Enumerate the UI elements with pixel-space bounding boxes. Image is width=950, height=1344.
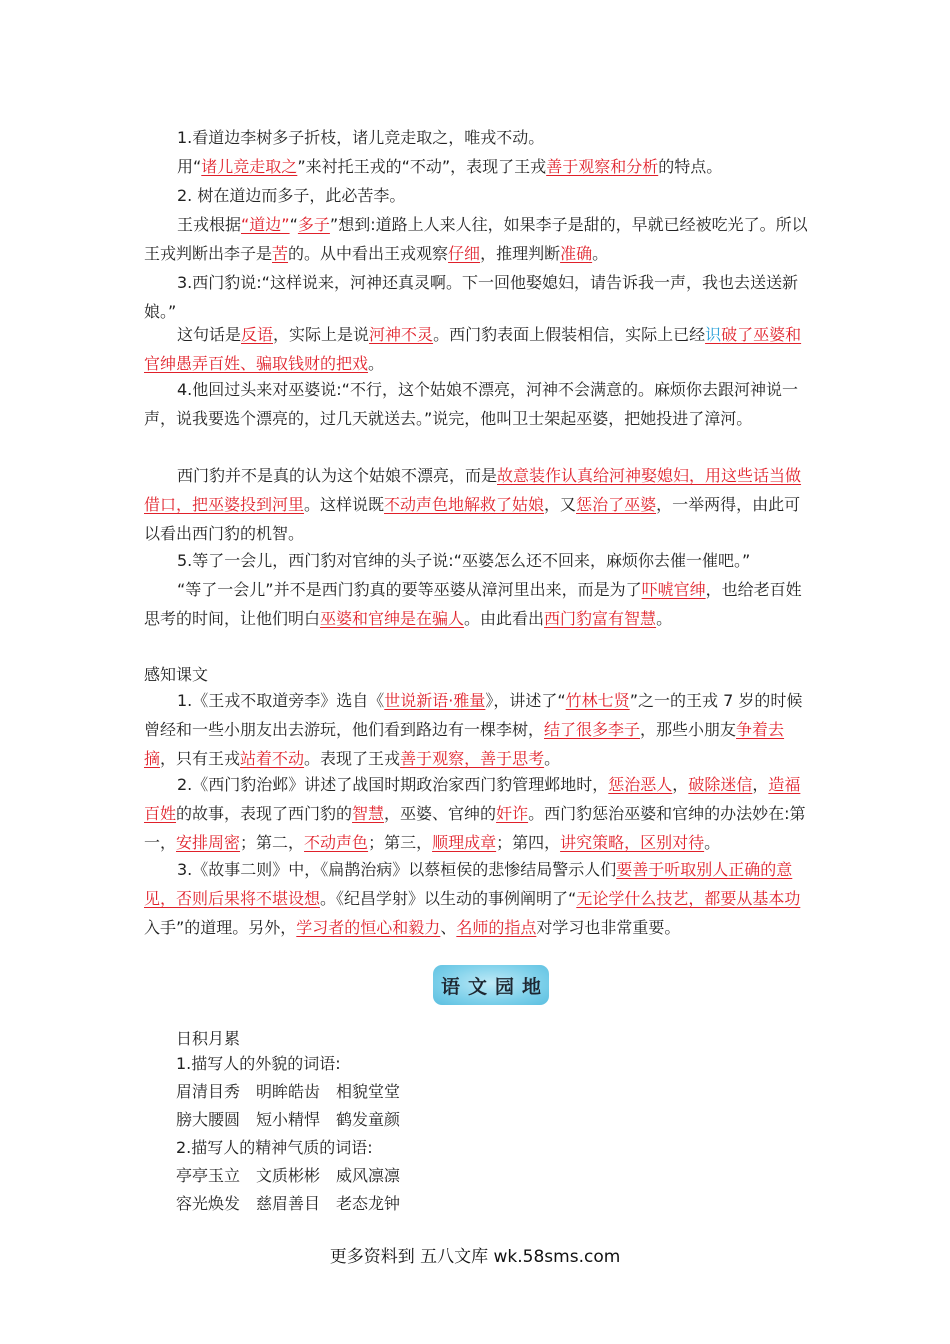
word: 老态龙钟 <box>336 1194 401 1213</box>
key-phrase: 顺理成章 <box>432 833 497 852</box>
perceive-paragraph-2: 2.《西门豹治邺》讲述了战国时期政治家西门豹管理邺地时，惩治恶人，破除迷信，造福百姓的故事，表现了西门豹的智慧，巫婆、官绅的奸诈。西门豹惩治巫婆和官绅的办法妙在:第一，安排周密；第二，不动声色；第三，顺理成章；第四，讲究策略，区别对待。 <box>144 775 806 852</box>
question-1: 1.看道边李树多子折枝，诸儿竞走取之，唯戎不动。 <box>177 128 545 147</box>
question-4: 4.他回过头来对巫婆说:“不行，这个姑娘不漂亮，河神不会满意的。麻烦你去跟河神说一声，说我要选个漂亮的，过几天就送去。”说完，他叫卫士架起巫婆，把她投进了漳河。 <box>144 380 798 428</box>
answer-3: 这句话是反语，实际上是说河神不灵。西门豹表面上假装相信，实际上已经识破了巫婆和官绅愚弄百姓、骗取钱财的把戏。 <box>144 325 802 373</box>
key-phrase: 准确 <box>560 244 593 263</box>
key-phrase: 竹林七贤 <box>565 691 630 710</box>
word: 容光焕发 <box>176 1194 241 1213</box>
word: 威风凛凛 <box>336 1166 401 1185</box>
key-phrase: 争着去摘 <box>144 720 785 768</box>
word-row <box>176 1105 416 1134</box>
key-phrase: 故意装作认真给河神娶媳妇，用这些话当做借口，把巫婆投到河里 <box>144 466 802 514</box>
key-phrase: 反语 <box>241 325 274 344</box>
perceive-paragraph-1: 1.《王戎不取道旁李》选自《世说新语·雅量》，讲述了“竹林七贤”之一的王戎 7 岁的时候曾经和一些小朋友出去游玩，他们看到路边有一棵李树，结了很多李子，那些小朋友争着去摘，只有王戎站着不动。表现了王戎善于观察，善于思考。 <box>144 691 803 768</box>
key-phrase: 结了很多李子 <box>544 720 641 739</box>
question-2: 2. 树在道边而多子，此必苦李。 <box>177 186 406 205</box>
key-phrase: 诸儿竞走取之 <box>201 157 298 176</box>
word: 明眸皓齿 <box>256 1082 321 1101</box>
key-phrase: 善于观察和分析 <box>546 157 659 176</box>
key-phrase: 识 <box>705 325 722 344</box>
key-phrase: 要善于听取别人正确的意见，否则后果将不堪设想 <box>144 860 793 908</box>
key-phrase: 惩治恶人 <box>608 775 673 794</box>
answer-5: “等了一会儿”并不是西门豹真的要等巫婆从漳河里出来，而是为了吓唬官绅，也给老百姓思考的时间，让他们明白巫婆和官绅是在骗人。由此看出西门豹富有智慧。 <box>144 580 802 628</box>
key-phrase: 世说新语·雅量 <box>384 691 486 710</box>
key-phrase: 吓唬官绅 <box>641 580 706 599</box>
garden-heading: 日积月累 <box>176 1029 241 1048</box>
key-phrase: 站着不动 <box>240 749 305 768</box>
word: 膀大腰圆 <box>176 1110 241 1129</box>
word-row <box>176 1189 416 1218</box>
key-phrase: 仔细 <box>448 244 481 263</box>
word: 亭亭玉立 <box>176 1166 241 1185</box>
perceive-paragraph-3: 3.《故事二则》中，《扁鹊治病》以蔡桓侯的悲惨结局警示人们要善于听取别人正确的意见，否则后果将不堪设想。《纪昌学射》以生动的事例阐明了“无论学什么技艺，都要从基本功入手”的道理。另外，学习者的恒心和毅力、名师的指点对学习也非常重要。 <box>144 860 801 937</box>
section-heading-perceive: 感知课文 <box>144 665 209 684</box>
answer-2: 王戎根据“道边”“多子”想到:道路上人来人往，如果李子是甜的，早就已经被吃光了。所以王戎判断出李子是苦的。从中看出王戎观察仔细，推理判断准确。 <box>144 215 808 263</box>
key-phrase: 不动声色 <box>304 833 369 852</box>
word-row <box>176 1161 416 1190</box>
key-phrase: 智慧 <box>352 804 385 823</box>
key-phrase: 讲究策略，区别对待 <box>560 833 705 852</box>
key-phrase: 无论学什么技艺，都要从基本功 <box>576 889 801 908</box>
key-phrase: 学习者的恒心和毅力 <box>296 918 441 937</box>
word-row <box>176 1077 416 1106</box>
banner-title: 语文园地 <box>441 975 550 998</box>
word: 慈眉善目 <box>256 1194 321 1213</box>
key-phrase: 安排周密 <box>176 833 241 852</box>
question-5: 5.等了一会儿，西门豹对官绅的头子说:“巫婆怎么还不回来，麻烦你去催一催吧。” <box>177 551 751 570</box>
key-phrase: 不动声色地解救了姑娘 <box>384 495 545 514</box>
key-phrase: 苦 <box>272 244 289 263</box>
key-phrase: 河神不灵 <box>369 325 434 344</box>
key-phrase: 名师的指点 <box>456 918 537 937</box>
word: 眉清目秀 <box>176 1082 241 1101</box>
key-phrase: “道边” <box>241 215 290 234</box>
question-3: 3.西门豹说:“这样说来，河神还真灵啊。下一回他娶媳妇，请告诉我一声，我也去送送新娘。” <box>144 273 798 321</box>
key-phrase: 西门豹富有智慧 <box>544 609 657 628</box>
word: 鹤发童颜 <box>336 1110 401 1129</box>
key-phrase: 奸诈 <box>496 804 529 823</box>
section-banner <box>433 965 549 1005</box>
key-phrase: 巫婆和官绅是在骗人 <box>320 609 465 628</box>
word-group-title-2: 2.描写人的精神气质的词语: <box>176 1138 373 1157</box>
answer-4: 西门豹并不是真的认为这个姑娘不漂亮，而是故意装作认真给河神娶媳妇，用这些话当做借口，把巫婆投到河里。这样说既不动声色地解救了姑娘，又惩治了巫婆，一举两得，由此可以看出西门豹的机智。 <box>144 466 802 543</box>
word-group-title-1: 1.描写人的外貌的词语: <box>176 1054 341 1073</box>
key-phrase: 善于观察，善于思考 <box>400 749 545 768</box>
footer-link[interactable]: 更多资料到 五八文库 wk.58sms.com <box>329 1247 621 1267</box>
key-phrase: 破了巫婆和官绅愚弄百姓、骗取钱财的把戏 <box>144 325 802 373</box>
word: 相貌堂堂 <box>336 1082 401 1101</box>
key-phrase: 多子 <box>297 215 330 234</box>
key-phrase: 破除迷信 <box>688 775 753 794</box>
answer-1: 用“诸儿竞走取之”来衬托王戎的“不动”，表现了王戎善于观察和分析的特点。 <box>177 157 723 176</box>
key-phrase: 造福百姓 <box>144 775 801 823</box>
key-phrase: 惩治了巫婆 <box>576 495 657 514</box>
word: 文质彬彬 <box>256 1166 321 1185</box>
word: 短小精悍 <box>256 1110 321 1129</box>
